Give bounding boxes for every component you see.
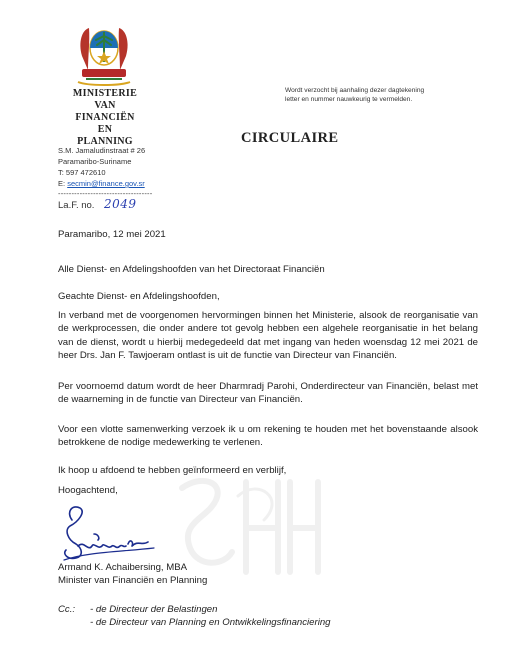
email-line [58, 179, 145, 189]
document-title: CIRCULAIRE [241, 130, 339, 146]
notice-line: letter en nummer nauwkeurig te vermelden. [285, 96, 413, 103]
ministry-line: MINISTERIE [72, 88, 138, 99]
ministry-line: PLANNING [77, 136, 133, 147]
cc-label: Cc.: [58, 604, 76, 615]
cc-item: - de Directeur van Planning en Ontwikkelingsfinanciering [90, 617, 331, 628]
handwritten-signature [58, 500, 168, 568]
addressee: Alle Dienst- en Afdelingshoofden van het Directoraat Financiën [58, 264, 325, 275]
notice-line: Wordt verzocht bij aanhaling dezer dagtekening [285, 87, 425, 94]
signer-title: Minister van Financiën en Planning [58, 575, 208, 586]
reference-label: La.F. no. [58, 200, 95, 211]
signer-name: Armand K. Achaibersing, MBA [58, 562, 188, 573]
phone-line: T: 597 472610 [58, 168, 106, 177]
reference-number: 2049 [104, 197, 137, 211]
paragraph-appointment: Per voornoemd datum wordt de heer Dharmradj Parohi, Onderdirecteur van Financiën, belast met de waarneming in de functie van Directeur van Financiën. [58, 381, 478, 406]
paragraph-closing: Ik hoop u afdoend te hebben geïnformeerd en verblijf, [58, 465, 287, 476]
email-link[interactable]: secmin@finance.gov.sr [67, 179, 145, 188]
watermark-monogram [168, 468, 328, 588]
cc-item: - de Directeur der Belastingen [90, 604, 218, 615]
email-prefix: E: [58, 179, 66, 188]
separator: ----------------------------------- [58, 189, 153, 198]
place-date: Paramaribo, 12 mei 2021 [58, 229, 166, 240]
address-line: S.M. Jamaludinstraat # 26 [58, 146, 146, 155]
address-line: Paramaribo-Suriname [58, 157, 132, 166]
ministry-line: EN [97, 124, 113, 135]
reference-notice [285, 86, 424, 104]
paragraph-dismissal: In verband met de voorgenomen hervormingen binnen het Ministerie, alsook de reorganisatie van de werkprocessen, die onder andere tot gevolg hebben een algehele reorganisatie in het belang van de dienst, wordt u hierbij medegedeeld dat met ingang van heden woensdag 12 mei 2021 de heer Drs. Jan F. Tawjoeram ontlast is uit de functie van Directeur van Financiën. [58, 310, 478, 362]
ministry-line: VAN [94, 100, 116, 111]
paragraph-cooperation: Voor een vlotte samenwerking verzoek ik u om rekening te houden met het bovenstaande alsook betrokkene de nodige medewerking te verlenen. [58, 424, 478, 449]
closing-greeting: Hoogachtend, [58, 485, 118, 496]
salutation: Geachte Dienst- en Afdelingshoofden, [58, 291, 220, 302]
coat-of-arms-emblem [76, 22, 132, 88]
ministry-name [40, 88, 170, 148]
ministry-line: FINANCIËN [75, 112, 135, 123]
